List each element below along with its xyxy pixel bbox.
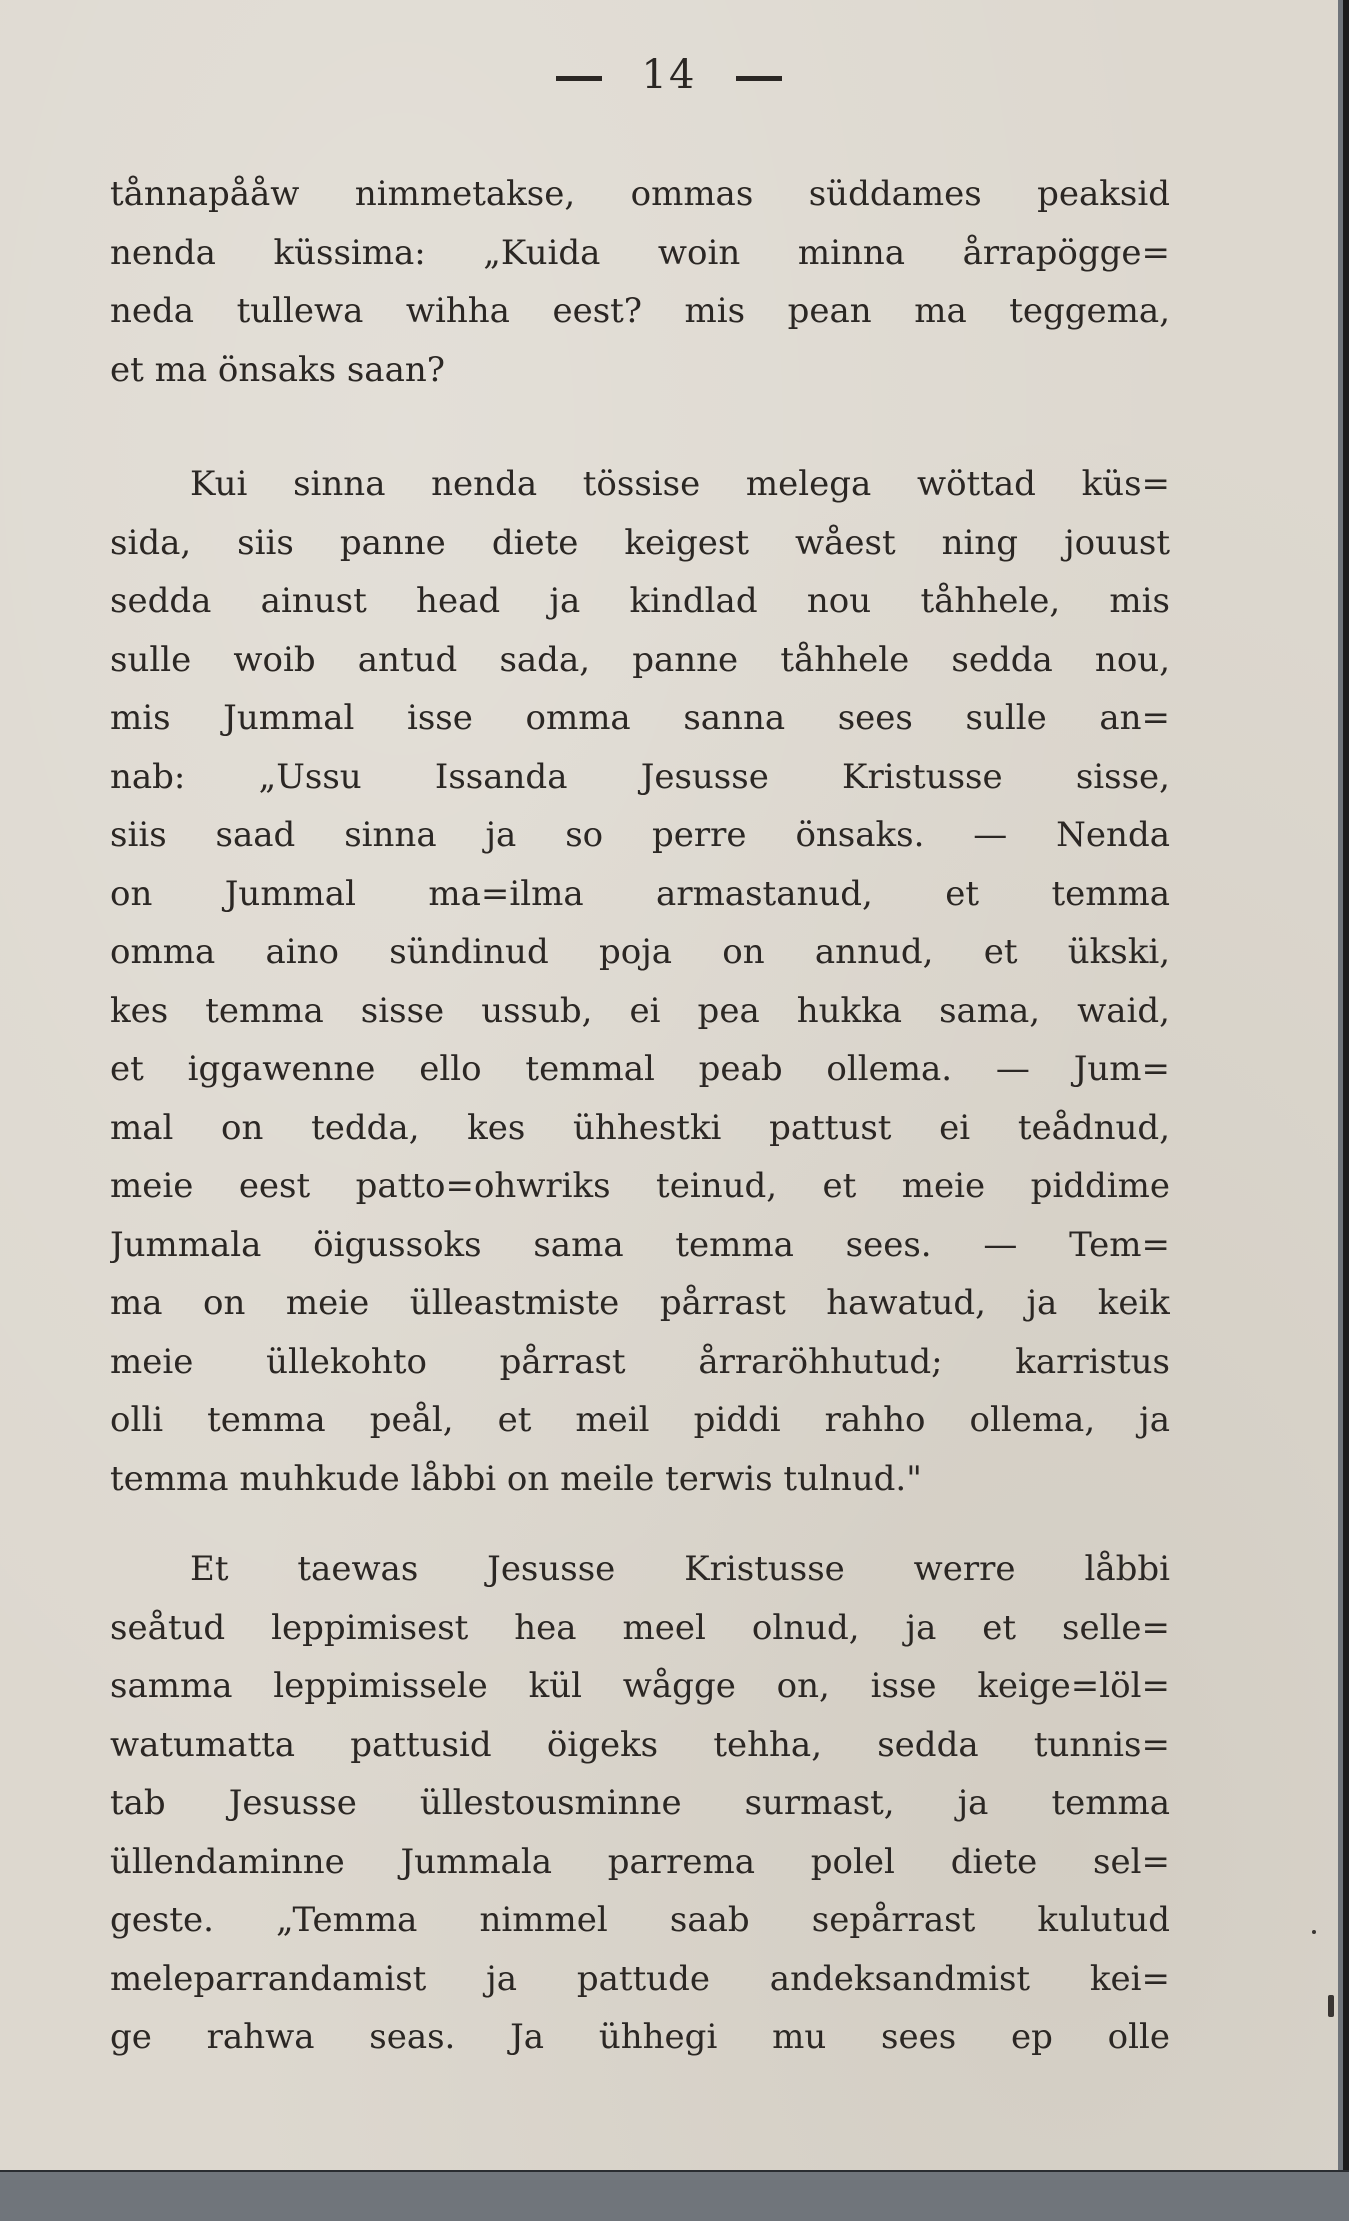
viewer-bottom-band <box>0 2170 1349 2221</box>
text-line: nab: „Ussu Issanda Jesusse Kristusse sisse, <box>110 756 1170 797</box>
text-line: üllendaminne Jummala parrema polel diete sel= <box>110 1841 1170 1882</box>
text-line: ma on meie ülleastmiste pårrast hawatud, ja keik <box>110 1283 1170 1323</box>
text-line: Et taewas Jesusse Kristusse werre låbbi <box>190 1549 1170 1589</box>
page-number: 14 <box>641 52 697 98</box>
text-line: watumatta pattusid öigeks tehha, sedda tunnis= <box>110 1724 1170 1765</box>
text-line: Jummala öigussoks sama temma sees. — Tem= <box>110 1224 1170 1265</box>
text-line: olli temma peål, et meil piddi rahho ollema, ja <box>110 1400 1170 1440</box>
text-line: kes temma sisse ussub, ei pea hukka sama, waid, <box>110 990 1170 1031</box>
text-line: Kui sinna nenda tössise melega wöttad küs= <box>190 464 1170 504</box>
text-line: meie eest patto=ohwriks teinud, et meie piddime <box>110 1166 1170 1206</box>
header-dash-left <box>556 76 602 81</box>
text-line: omma aino sündinud poja on annud, et ükski, <box>110 932 1170 972</box>
text-line: meleparrandamist ja pattude andeksandmist kei= <box>110 1958 1170 1999</box>
text-line: on Jummal ma=ilma armastanud, et temma <box>110 873 1170 914</box>
text-line: nenda küssima: „Kuida woin minna årrapögge= <box>110 232 1170 273</box>
text-line: et iggawenne ello temmal peab ollema. — Jum= <box>110 1049 1170 1089</box>
text-line: sulle woib antud sada, panne tåhhele sedda nou, <box>110 639 1170 680</box>
header-dash-right <box>736 76 782 81</box>
page-header <box>0 52 1338 98</box>
text-line: mal on tedda, kes ühhestki pattust ei teådnud, <box>110 1107 1170 1148</box>
text-line: tånnapååw nimmetakse, ommas süddames peaksid <box>110 174 1170 214</box>
text-line: sedda ainust head ja kindlad nou tåhhele, mis <box>110 581 1170 621</box>
paper-speck <box>1312 1930 1316 1934</box>
text-line: et ma önsaks saan? <box>110 349 445 390</box>
paragraph-2 <box>110 455 1170 1508</box>
text-line: seåtud leppimisest hea meel olnud, ja et selle= <box>110 1607 1170 1648</box>
text-line: ge rahwa seas. Ja ühhegi mu sees ep olle <box>110 2017 1170 2057</box>
text-line: meie üllekohto pårrast årraröhhutud; karristus <box>110 1341 1170 1382</box>
paragraph-3 <box>110 1540 1170 2067</box>
text-line: neda tullewa wihha eest? mis pean ma teggema, <box>110 291 1170 331</box>
text-line: siis saad sinna ja so perre önsaks. — Nenda <box>110 815 1170 855</box>
text-line: temma muhkude låbbi on meile terwis tulnud." <box>110 1458 922 1499</box>
text-line: tab Jesusse üllestousminne surmast, ja temma <box>110 1783 1170 1823</box>
paper-speck <box>1328 1995 1334 2017</box>
text-line: mis Jummal isse omma sanna sees sulle an= <box>110 698 1170 738</box>
paragraph-1 <box>110 165 1170 399</box>
text-line: geste. „Temma nimmel saab sepårrast kulutud <box>110 1900 1170 1940</box>
text-line: samma leppimissele kül wågge on, isse keige=löl= <box>110 1666 1170 1706</box>
text-line: sida, siis panne diete keigest wåest ning jouust <box>110 522 1170 563</box>
page-edge <box>1343 0 1349 2170</box>
